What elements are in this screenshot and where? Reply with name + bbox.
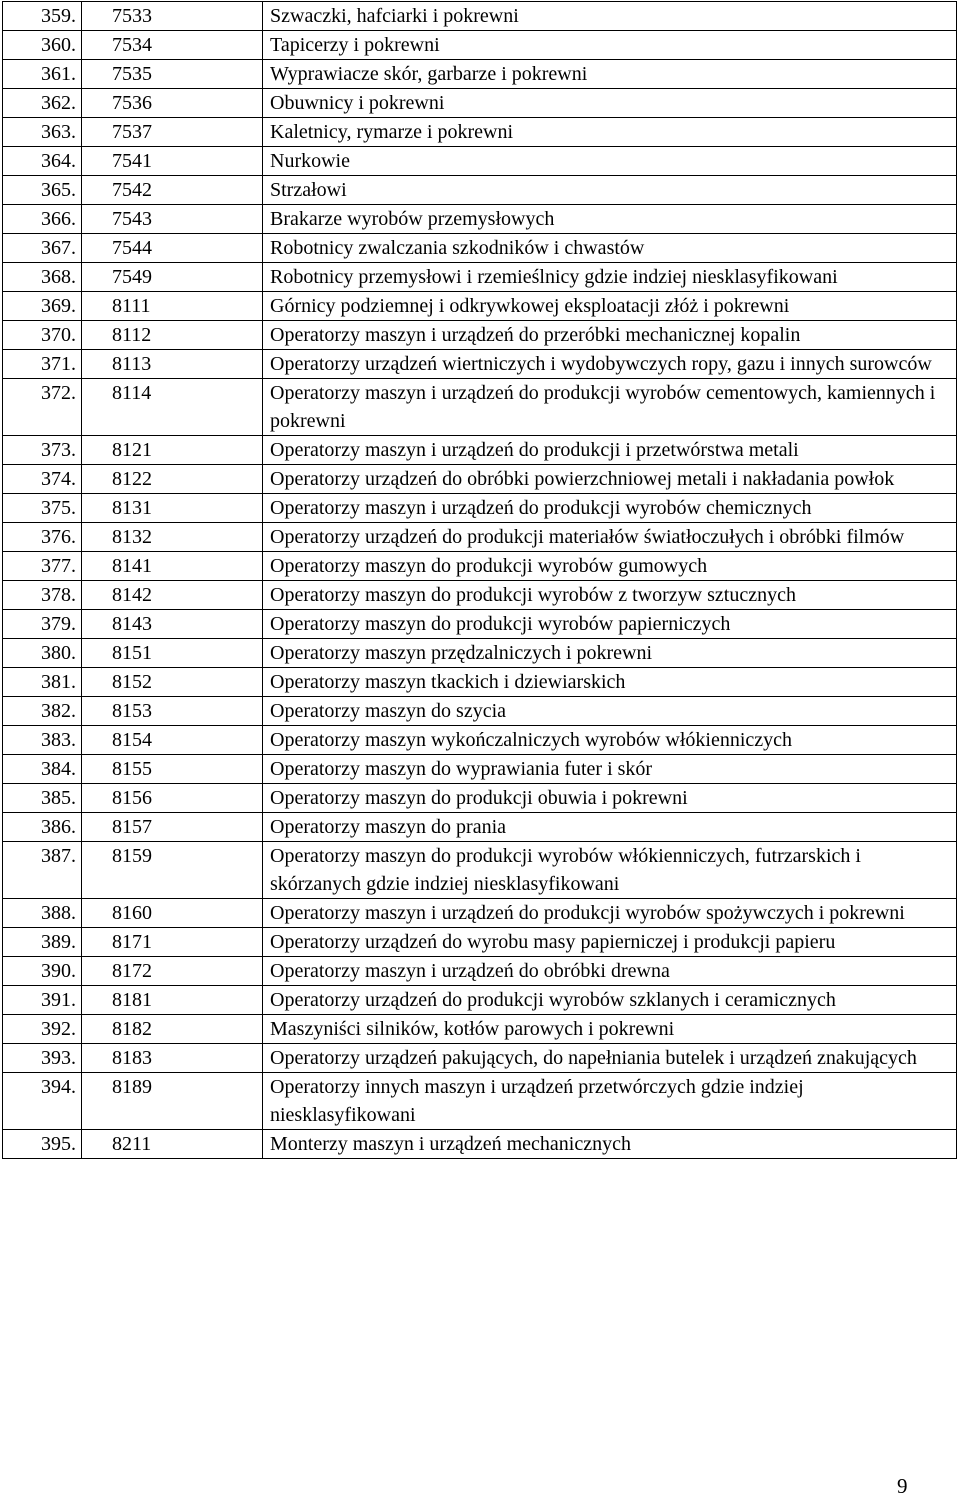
occupation-name-cell: Operatorzy maszyn i urządzeń do produkcji wyrobów chemicznych — [263, 494, 957, 523]
table-row — [3, 610, 957, 639]
row-number-cell: 363. — [3, 118, 82, 147]
occupation-code-cell: 8132 — [82, 523, 263, 552]
occupation-name-cell: Operatorzy maszyn do produkcji wyrobów włókienniczych, futrzarskich i skórzanych gdzie indziej niesklasyfikowani — [263, 842, 957, 899]
occupation-table — [2, 1, 957, 1159]
occupation-name-cell: Operatorzy maszyn i urządzeń do przeróbki mechanicznej kopalin — [263, 321, 957, 350]
occupation-name-cell: Szwaczki, hafciarki i pokrewni — [263, 2, 957, 31]
table-row — [3, 494, 957, 523]
occupation-name-cell: Wyprawiacze skór, garbarze i pokrewni — [263, 60, 957, 89]
occupation-code-cell: 8189 — [82, 1073, 263, 1130]
row-number-cell: 368. — [3, 263, 82, 292]
occupation-code-cell: 8111 — [82, 292, 263, 321]
row-number-cell: 373. — [3, 436, 82, 465]
table-row — [3, 784, 957, 813]
row-number-cell: 370. — [3, 321, 82, 350]
occupation-name-cell: Obuwnicy i pokrewni — [263, 89, 957, 118]
occupation-code-cell: 7535 — [82, 60, 263, 89]
occupation-code-cell: 7534 — [82, 31, 263, 60]
table-row — [3, 986, 957, 1015]
occupation-name-cell: Operatorzy maszyn przędzalniczych i pokrewni — [263, 639, 957, 668]
occupation-name-cell: Operatorzy maszyn i urządzeń do obróbki drewna — [263, 957, 957, 986]
row-number-cell: 376. — [3, 523, 82, 552]
occupation-code-cell: 8121 — [82, 436, 263, 465]
occupation-name-cell: Brakarze wyrobów przemysłowych — [263, 205, 957, 234]
table-row — [3, 552, 957, 581]
table-row — [3, 465, 957, 494]
table-row — [3, 89, 957, 118]
occupation-name-cell: Operatorzy maszyn tkackich i dziewiarskich — [263, 668, 957, 697]
table-row — [3, 60, 957, 89]
table-row — [3, 842, 957, 899]
table-row — [3, 292, 957, 321]
occupation-code-cell: 8159 — [82, 842, 263, 899]
row-number-cell: 360. — [3, 31, 82, 60]
occupation-code-cell: 8160 — [82, 899, 263, 928]
occupation-code-cell: 7549 — [82, 263, 263, 292]
occupation-name-cell: Operatorzy maszyn do produkcji wyrobów z tworzyw sztucznych — [263, 581, 957, 610]
occupation-code-cell: 8153 — [82, 697, 263, 726]
table-row — [3, 957, 957, 986]
occupation-name-cell: Operatorzy maszyn i urządzeń do produkcji wyrobów spożywczych i pokrewni — [263, 899, 957, 928]
row-number-cell: 384. — [3, 755, 82, 784]
occupation-name-cell: Operatorzy urządzeń do obróbki powierzchniowej metali i nakładania powłok — [263, 465, 957, 494]
row-number-cell: 379. — [3, 610, 82, 639]
table-row — [3, 147, 957, 176]
row-number-cell: 387. — [3, 842, 82, 899]
occupation-name-cell: Operatorzy innych maszyn i urządzeń przetwórczych gdzie indziej niesklasyfikowani — [263, 1073, 957, 1130]
occupation-code-cell: 7543 — [82, 205, 263, 234]
occupation-code-cell: 8114 — [82, 379, 263, 436]
table-row — [3, 234, 957, 263]
table-row — [3, 205, 957, 234]
table-row — [3, 899, 957, 928]
occupation-name-cell: Operatorzy maszyn do prania — [263, 813, 957, 842]
row-number-cell: 392. — [3, 1015, 82, 1044]
row-number-cell: 390. — [3, 957, 82, 986]
occupation-code-cell: 8112 — [82, 321, 263, 350]
occupation-code-cell: 7533 — [82, 2, 263, 31]
row-number-cell: 377. — [3, 552, 82, 581]
occupation-name-cell: Operatorzy maszyn do szycia — [263, 697, 957, 726]
page-number: 9 — [897, 1474, 908, 1498]
row-number-cell: 386. — [3, 813, 82, 842]
occupation-code-cell: 8151 — [82, 639, 263, 668]
table-row — [3, 1130, 957, 1159]
occupation-code-cell: 7542 — [82, 176, 263, 205]
row-number-cell: 372. — [3, 379, 82, 436]
row-number-cell: 359. — [3, 2, 82, 31]
occupation-name-cell: Operatorzy maszyn i urządzeń do produkcji i przetwórstwa metali — [263, 436, 957, 465]
table-row — [3, 1044, 957, 1073]
row-number-cell: 364. — [3, 147, 82, 176]
occupation-code-cell: 8154 — [82, 726, 263, 755]
occupation-code-cell: 7537 — [82, 118, 263, 147]
row-number-cell: 371. — [3, 350, 82, 379]
occupation-code-cell: 8171 — [82, 928, 263, 957]
table-row — [3, 176, 957, 205]
occupation-code-cell: 8182 — [82, 1015, 263, 1044]
row-number-cell: 366. — [3, 205, 82, 234]
occupation-code-cell: 8155 — [82, 755, 263, 784]
row-number-cell: 375. — [3, 494, 82, 523]
table-row — [3, 350, 957, 379]
row-number-cell: 389. — [3, 928, 82, 957]
occupation-name-cell: Tapicerzy i pokrewni — [263, 31, 957, 60]
row-number-cell: 391. — [3, 986, 82, 1015]
occupation-code-cell: 7536 — [82, 89, 263, 118]
table-row — [3, 755, 957, 784]
occupation-name-cell: Maszyniści silników, kotłów parowych i pokrewni — [263, 1015, 957, 1044]
occupation-code-cell: 8156 — [82, 784, 263, 813]
occupation-code-cell: 8142 — [82, 581, 263, 610]
row-number-cell: 382. — [3, 697, 82, 726]
row-number-cell: 374. — [3, 465, 82, 494]
occupation-name-cell: Operatorzy maszyn do produkcji wyrobów gumowych — [263, 552, 957, 581]
row-number-cell: 388. — [3, 899, 82, 928]
occupation-code-cell: 8122 — [82, 465, 263, 494]
table-row — [3, 436, 957, 465]
occupation-name-cell: Monterzy maszyn i urządzeń mechanicznych — [263, 1130, 957, 1159]
occupation-name-cell: Kaletnicy, rymarze i pokrewni — [263, 118, 957, 147]
row-number-cell: 362. — [3, 89, 82, 118]
row-number-cell: 380. — [3, 639, 82, 668]
occupation-name-cell: Operatorzy urządzeń do produkcji wyrobów szklanych i ceramicznych — [263, 986, 957, 1015]
occupation-code-cell: 8152 — [82, 668, 263, 697]
row-number-cell: 367. — [3, 234, 82, 263]
occupation-code-cell: 8113 — [82, 350, 263, 379]
occupation-name-cell: Operatorzy urządzeń pakujących, do napełniania butelek i urządzeń znakujących — [263, 1044, 957, 1073]
occupation-name-cell: Operatorzy maszyn wykończalniczych wyrobów włókienniczych — [263, 726, 957, 755]
table-row — [3, 321, 957, 350]
occupation-name-cell: Robotnicy przemysłowi i rzemieślnicy gdzie indziej niesklasyfikowani — [263, 263, 957, 292]
occupation-name-cell: Operatorzy maszyn do wyprawiania futer i skór — [263, 755, 957, 784]
occupation-name-cell: Strzałowi — [263, 176, 957, 205]
occupation-code-cell: 8172 — [82, 957, 263, 986]
occupation-name-cell: Operatorzy urządzeń do produkcji materiałów światłoczułych i obróbki filmów — [263, 523, 957, 552]
table-row — [3, 668, 957, 697]
occupation-code-cell: 8141 — [82, 552, 263, 581]
table-row — [3, 697, 957, 726]
table-row — [3, 726, 957, 755]
occupation-code-cell: 8183 — [82, 1044, 263, 1073]
occupation-name-cell: Operatorzy maszyn do produkcji obuwia i pokrewni — [263, 784, 957, 813]
row-number-cell: 361. — [3, 60, 82, 89]
table-row — [3, 639, 957, 668]
table-body — [3, 2, 957, 1159]
row-number-cell: 378. — [3, 581, 82, 610]
row-number-cell: 381. — [3, 668, 82, 697]
occupation-code-cell: 7541 — [82, 147, 263, 176]
table-row — [3, 928, 957, 957]
table-row — [3, 581, 957, 610]
table-row — [3, 2, 957, 31]
occupation-code-cell: 8181 — [82, 986, 263, 1015]
occupation-code-cell: 7544 — [82, 234, 263, 263]
occupation-name-cell: Górnicy podziemnej i odkrywkowej eksploatacji złóż i pokrewni — [263, 292, 957, 321]
occupation-code-cell: 8157 — [82, 813, 263, 842]
occupation-name-cell: Nurkowie — [263, 147, 957, 176]
occupation-code-cell: 8211 — [82, 1130, 263, 1159]
row-number-cell: 365. — [3, 176, 82, 205]
occupation-name-cell: Operatorzy maszyn i urządzeń do produkcji wyrobów cementowych, kamiennych i pokrewni — [263, 379, 957, 436]
table-row — [3, 118, 957, 147]
table-row — [3, 813, 957, 842]
occupation-name-cell: Operatorzy urządzeń wiertniczych i wydobywczych ropy, gazu i innych surowców — [263, 350, 957, 379]
occupation-name-cell: Operatorzy urządzeń do wyrobu masy papierniczej i produkcji papieru — [263, 928, 957, 957]
row-number-cell: 385. — [3, 784, 82, 813]
table-row — [3, 379, 957, 436]
occupation-name-cell: Robotnicy zwalczania szkodników i chwastów — [263, 234, 957, 263]
row-number-cell: 393. — [3, 1044, 82, 1073]
occupation-code-cell: 8131 — [82, 494, 263, 523]
table-row — [3, 1015, 957, 1044]
table-row — [3, 1073, 957, 1130]
table-row — [3, 31, 957, 60]
row-number-cell: 394. — [3, 1073, 82, 1130]
table-row — [3, 523, 957, 552]
table-row — [3, 263, 957, 292]
row-number-cell: 383. — [3, 726, 82, 755]
row-number-cell: 395. — [3, 1130, 82, 1159]
occupation-name-cell: Operatorzy maszyn do produkcji wyrobów papierniczych — [263, 610, 957, 639]
occupation-code-cell: 8143 — [82, 610, 263, 639]
row-number-cell: 369. — [3, 292, 82, 321]
